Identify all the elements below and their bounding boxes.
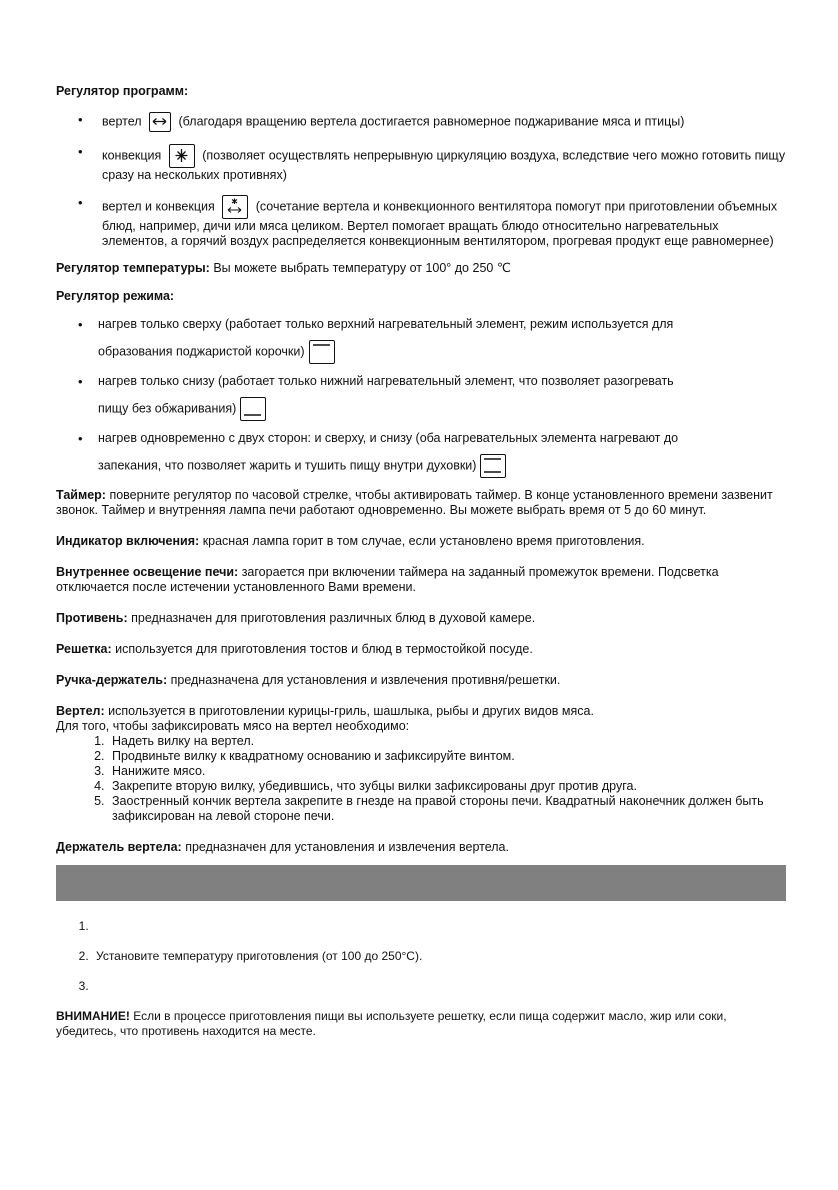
section-header-bar xyxy=(56,865,786,901)
mode-item-bottom: • нагрев только снизу (работает только нижний нагревательный элемент, что позволяет разогревать пищу без обжаривания) xyxy=(56,374,786,421)
program-item-label: конвекция xyxy=(102,148,162,163)
handle-section: Ручка-держатель: предназначена для установления и извлечения противня/решетки. xyxy=(56,673,561,687)
list-item: 3. Нанижите мясо. xyxy=(108,764,786,779)
timer-section: Таймер: поверните регулятор по часовой стрелке, чтобы активировать таймер. В конце установленного времени зазвенит звонок. Таймер и внутренняя лампа печи работают одновременно. Вы можете выбрать время от 5 до 60 минут. xyxy=(56,488,773,517)
program-title: Регулятор программ: xyxy=(56,84,189,98)
spit-convection-icon xyxy=(222,195,248,219)
spit-steps xyxy=(56,734,786,824)
list-item: 4. Закрепите вторую вилку, убедившись, что зубцы вилки зафиксированы друг против друга. xyxy=(108,779,786,794)
program-item-label: вертел и конвекция xyxy=(102,199,215,214)
program-item-convection xyxy=(56,144,786,183)
list-item xyxy=(92,919,786,934)
program-item-label: вертел xyxy=(102,114,142,129)
warning-section: ВНИМАНИЕ! Если в процессе приготовления пищи вы используете решетку, если пища содержит масло, жир или соки, убедитесь, что противень находится на месте. xyxy=(56,1009,727,1038)
list-item: 2. Установите температуру приготовления (от 100 до 250°С). xyxy=(92,949,786,964)
convection-fan-icon xyxy=(169,144,195,168)
document-page xyxy=(56,84,786,1039)
light-section: Внутреннее освещение печи: загорается при включении таймера на заданный промежуток времени. Подсветка отключается после истечении установленного Вами времени. xyxy=(56,565,719,594)
program-item-spit xyxy=(56,112,786,132)
program-item-spit-convection xyxy=(56,195,786,249)
list-item: 5. Заостренный кончик вертела закрепите в гнезде на правой стороны печи. Квадратный наконечник должен быть зафиксирован на левой стороне печи. xyxy=(108,794,786,824)
program-list xyxy=(56,112,786,249)
mode-item-both: • нагрев одновременно с двух сторон: и сверху, и снизу (оба нагревательных элемента нагревают до запекания, что позволяет жарить и тушить пищу внутри духовки) xyxy=(56,431,786,478)
temperature-section: Регулятор температуры: Вы можете выбрать температуру от 100° до 250 ℃ xyxy=(56,261,511,275)
list-item xyxy=(92,979,786,994)
list-item: 2. Продвиньте вилку к квадратному основанию и зафиксируйте винтом. xyxy=(108,749,786,764)
program-item-desc: (благодаря вращению вертела достигается равномерное поджаривание мяса и птицы) xyxy=(178,114,685,129)
top-heat-icon xyxy=(309,340,335,364)
spit-rotation-icon xyxy=(149,112,171,132)
spit-intro: Для того, чтобы зафиксировать мясо на вертел необходимо: xyxy=(56,719,410,733)
bottom-heat-icon xyxy=(240,397,266,421)
grill-section: Решетка: используется для приготовления тостов и блюд в термостойкой посуде. xyxy=(56,642,533,656)
top-bottom-heat-icon xyxy=(480,454,506,478)
usage-steps xyxy=(56,919,786,994)
mode-item-top: • нагрев только сверху (работает только верхний нагревательный элемент, режим используется для образования поджаристой корочки) xyxy=(56,317,786,364)
list-item: 1. Надеть вилку на вертел. xyxy=(108,734,786,749)
program-item-desc: (сочетание вертела и конвекционного вентилятора помогут при приготовлении объемных блюд, например, дичи или мяса целиком. Вертел помогает вращать блюдо относительно нагревательных элементов, а горячий воздух распределяется конвекционным вентилятором, прогревая продукт еще равномернее) xyxy=(102,199,778,248)
mode-list xyxy=(56,317,786,478)
spit-holder-section: Держатель вертела: предназначен для установления и извлечения вертела. xyxy=(56,840,509,854)
tray-section: Противень: предназначен для приготовления различных блюд в духовой камере. xyxy=(56,611,536,625)
mode-title: Регулятор режима: xyxy=(56,289,175,303)
spit-section: Вертел: используется в приготовлении курицы-гриль, шашлыка, рыбы и других видов мяса. xyxy=(56,704,594,718)
program-item-desc: (позволяет осуществлять непрерывную циркуляцию воздуха, вследствие чего можно готовить пищу сразу на нескольких противнях) xyxy=(102,148,786,182)
indicator-section: Индикатор включения: красная лампа горит в том случае, если установлено время приготовления. xyxy=(56,534,645,548)
